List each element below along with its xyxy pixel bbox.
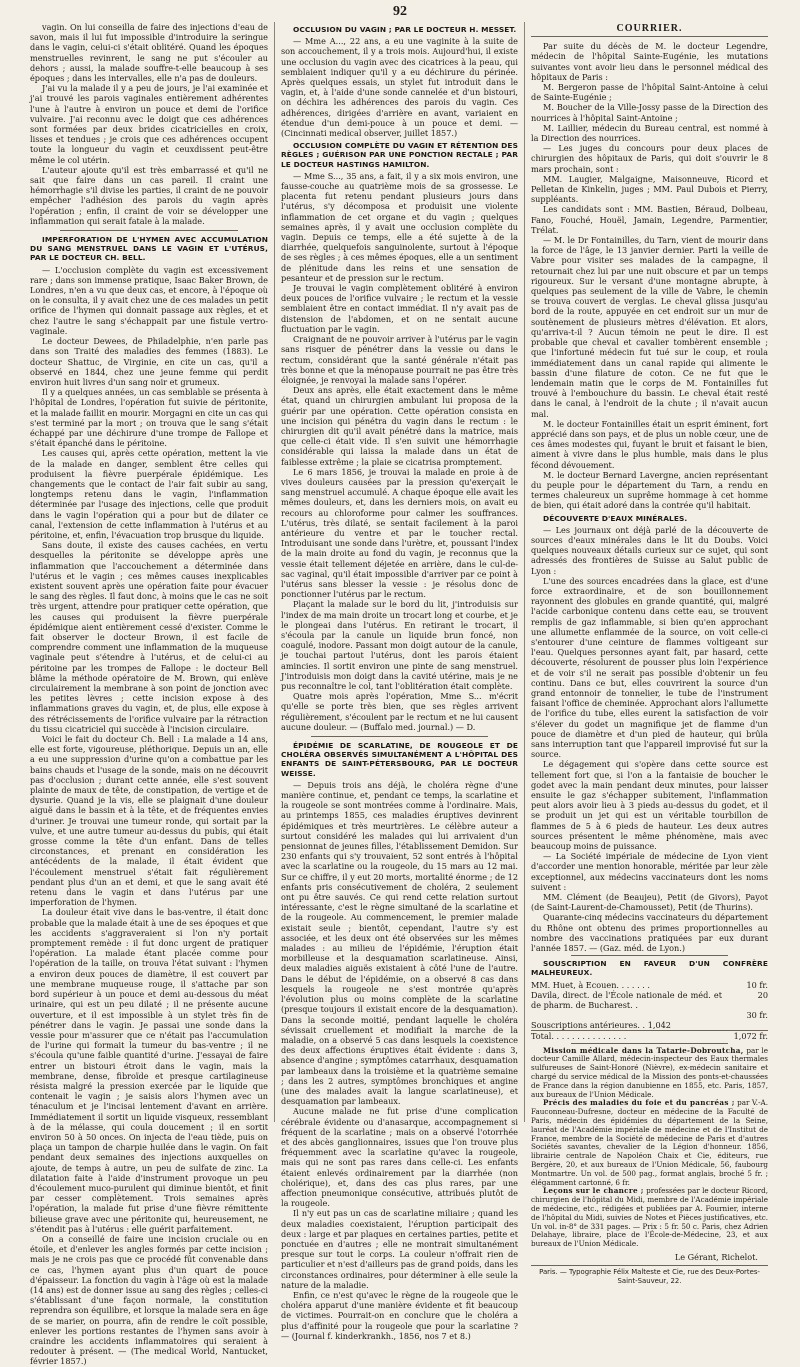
- paragraph: — Mme S..., 35 ans, a fait, il y a six mois environ, une fausse-couche au quatrième mois de sa grossesse. Le placenta fut retenu pendant plusieurs jours dans l'utérus, s'y décomposa et produisit une violente inflammation de cet organe et du vagin ; quelques semaines après, il y avait une occlusion complète du vagin. Depuis ce temps, elle a été sujette à de la diarrhée, quelquefois sanguinolente, surtout à l'époque de ses règles ; à ces mêmes époques, elle a un sentiment de plénitude dans les reins et une sensation de pesanteur et de pression sur le rectum.: [281, 170, 518, 283]
- book-notice: [531, 1187, 768, 1249]
- subscription-label: Total. . . . . . . . . . . . . . .: [531, 1030, 627, 1041]
- book-notice-title: Leçons sur le chancre ;: [543, 1186, 644, 1196]
- paragraph: On a conseillé de faire une incision cruciale ou en étoile, et d'enlever les angles formés par cette incision ; mais je ne crois pas que ce procédé fût convenable dans ce cas, l'hymen ayant plus d'un quart de pouce d'épaisseur. La fonction du vagin à l'âge où est la malade (14 ans) est de donner issue au sang des règles ; celles-ci s'établissant d'une façon normale, la constitution reprendra son équilibre, et lorsque la malade sera en âge de se marier, on pourra, afin de rendre le coït possible, enlever les portions restantes de l'hymen sans avoir à craindre les accidents inflammatoires qui seraient à redouter à présent. — (The medical World, Nantucket, février 1857.): [30, 1233, 268, 1367]
- paragraph: Deux ans après, elle était exactement dans le même état, quand un chirurgien ambulant lui proposa de la guérir par une opération. Cette opération consista en une incision qui pénétra du vagin dans le rectum : le chirurgien dit qu'il avait pénétré dans la matrice, mais que celle-ci était vide. Il s'en suivit une hémorrhagie considérable qui laissa la malade dans un état de faiblesse extrême ; la plaie se cicatrisa promptement.: [281, 385, 518, 467]
- gerant-signature: Le Gérant, Richelot.: [674, 1252, 758, 1263]
- subscription-amount: 1,072 fr.: [733, 1030, 768, 1041]
- book-notice-title: Précis des maladies du foie et du pancréas ;: [543, 1098, 735, 1108]
- news-item: Par suite du décès de M. le docteur Legendre, médecin de l'hôpital Sainte-Eugénie, les mutations suivantes vont avoir lieu dans le personnel médical des hôpitaux de Paris :: [531, 41, 768, 82]
- paragraph: Le 6 mars 1856, je trouvai la malade en proie à de vives douleurs causées par la pression qu'exerçait le sang menstruel accumulé. A chaque époque elle avait les mêmes douleurs, et, dans les derniers mois, on avait eu recours au chloroforme pour calmer les souffrances. L'utérus, très dilaté, se sentait facilement à la paroi antérieure du ventre et par le toucher rectal. Introduisant une sonde dans l'urètre, et, poussant l'index de la main droite au fond du vagin, je reconnus que la vessie était tellement déjetée en arrière, dans le cul-de-sac vaginal, qu'il était impossible d'arriver par ce point à l'utérus sans blesser la vessie : je résolus donc de ponctionner l'utérus par le rectum.: [281, 466, 518, 600]
- news-item: M. Boucher de la Ville-Jossy passe de la Direction des nourrices à l'hôpital Saint-Antoine ;: [531, 102, 768, 123]
- news-item: M. le docteur Fontainilles était un esprit éminent, fort apprécié dans son pays, et de plus un noble cœur, une de ces âmes modestes qui, fuyant le bruit et faisant le bien, aiment à vivre dans le plus humble, mais dans le plus fécond dévouement.: [531, 418, 768, 470]
- subscription-table: [531, 980, 768, 1041]
- paragraph: Voici le fait du docteur Ch. Bell : La malade a 14 ans, elle est forte, vigoureuse, pléthorique. Depuis un an, elle a eu une suppression d'urine qu'on a combattue par les bains chauds et l'usage de la sonde, mais on ne découvrit pas d'occlusion ; durant cette année, elle s'est souvent plainte de maux de tête, de constipation, de vertige et de dysurie. Quand je la vis, elle se plaignait d'une douleur aiguë dans le bassin et à la tête, et de fréquentes envies d'uriner. Je trouvai une tumeur ronde, qui sortait par la vulve, et une autre tumeur au-dessus du pubis, qui était grosse comme la tête d'un enfant. Dans de telles circonstances, et prenant en considération les antécédents de la malade, il était évident que l'écoulement menstruel s'était fait régulièrement pendant plus d'un an et demi, et que le sang avait été retenu dans le vagin et dans l'utérus par une imperforation de l'hymen.: [30, 734, 268, 908]
- paragraph: — Depuis trois ans déjà, le choléra règne d'une manière continue, et, pendant ce temps, la scarlatine et la rougeole se sont montrées comme à l'ordinaire. Mais, au printemps 1855, ces maladies éruptives devinrent épidémiques et très meurtrières. Le célèbre auteur a surtout considéré les malades qui lui arrivaient d'un pensionnat de jeunes filles, l'établissement Demidon. Sur 230 enfants qui s'y trouvaient, 52 sont entrés à l'hôpital avec la scarlatine ou la rougeole, du 15 mars au 12 mai. Sur ce chiffre, il y eut 20 morts, mortalité énorme ; de 12 enfants pris consécutivement de choléra, 2 seulement ont pu être sauvés. Ce qui rend cette relation surtout intéressante, c'est le règne simultané de la scarlatine et de la rougeole. Au commencement, le premier malade existait seule ; bientôt, cependant, l'autre s'y est associée, et les deux ont été observées sur les mêmes malades : au milieu de l'épidémie, l'éruption était morbilleuse et la desquamation scarlatineuse. Ainsi, deux maladies aiguës existaient à côté l'une de l'autre. Dans le début de l'épidémie, on a observé 8 cas dans lesquels la rougeole ne s'est montrée qu'après l'évolution plus ou moins complète de la scarlatine (presque toujours il existait encore de la desquamation). Dans la seconde moitié, pendant laquelle le choléra sévissait cruellement et modifiait la marche de la maladie, on a observé 5 cas dans lesquels la coexistence des deux affections éruptives était évidente : dans 3, absence d'angine ; symptômes catarrhaux, desquamation par lambeaux dans la troisième et la quatrième semaine ; dans les 2 autres, symptômes bronchiques et angine (une des malades avait la langue scarlatineuse), et desquamation par lambeaux.: [281, 779, 518, 1107]
- subscription-amount: 20: [757, 989, 768, 1000]
- subscription-label: Souscriptions antérieures. . 1,042: [531, 1019, 671, 1030]
- news-item: MM. Clément (de Beaujeu), Petit (de Givors), Payot (de Saint-Laurent-de-Chamousset), Petit (de Thurins).: [531, 892, 768, 913]
- paragraph: Il y a quelques années, un cas semblable se présenta à l'hôpital de Londres, l'opération fut suivie de péritonite, et la malade faillit en mourir. Morgagni en cite un cas qui s'est terminé par la mort ; on trouva que le sang s'était échappé par une déchirure d'une trompe de Fallope et s'était épanché dans le péritoine.: [30, 387, 269, 449]
- subscription-label: MM. Huet, à Ecouen. . . . . . .: [531, 979, 651, 990]
- paragraph: Enfin, ce n'est qu'avec le règne de la rougeole que le choléra apparut d'une manière évidente et fit beaucoup de victimes. Pourrait-on en conclure que le choléra a plus d'affinité pour la rougeole que pour la scarlatine ? — (Journal f. kinderkrankh., 1856, nos 7 et 8.): [281, 1289, 518, 1341]
- column-2: [274, 22, 524, 1341]
- paragraph: Il n'y eut pas un cas de scarlatine miliaire ; quand les deux maladies coexistaient, l'éruption participait des deux : large et par plaques en certaines parties, petite et ponctuée en d'autres ; elle ne montrait simultanément presque sur tout le corps. La couleur n'offrait rien de particulier et n'est d'ailleurs pas de grand poids, dans les circonstances ordinaires, pour déterminer à elle seule la nature de la maladie.: [281, 1208, 518, 1290]
- paragraph: Les causes qui, après cette opération, mettent la vie de la malade en danger, semblent être celles qui produisent la fièvre puerpérale épidémique. Les changements que le contact de l'air fait subir au sang, longtemps retenu dans le vagin, l'inflammation déterminée par l'usage des injections, celle que produit dans le vagin l'opération qui a pour but de dilater ce canal, l'extension de cette inflammation à l'utérus et au péritoine, et, enfin, l'évacuation trop brusque du liquide.: [30, 448, 268, 540]
- article-heading: ÉPIDÉMIE DE SCARLATINE, DE ROUGEOLE ET DE CHOLÉRA OBSERVÉS SIMULTANÉMENT A L'HÔPITAL DES ENFANTS DE SAINT-PÉTERSBOURG, PAR LE DOCTEUR WEISSE.: [281, 741, 518, 778]
- paragraph: La douleur était vive dans le bas-ventre, il était donc probable que la malade était à une de ses époques et que les accidents s'aggraveraient si l'on n'y portait promptement remède : il fut donc urgent de pratiquer l'opération. La malade étant placée comme pour l'opération de la taille, on trouva l'état suivant : l'hymen a environ deux pouces de diamètre, il est couvert par une membrane muqueuse rouge, il s'attache par son bord supérieur à un pouce et demi au-dessous du méat urinaire, qui est un peu dilaté ; il ne présente aucune ouverture, et il est impossible à un stylet très fin de pénétrer dans le vagin. Je passai une sonde dans la vessie pour m'assurer que ce n'était pas l'accumulation de l'urine qui formait la tumeur du bas-ventre ; il ne s'écoula qu'une faible quantité d'urine. J'essayai de faire entrer un bistouri étroit dans le vagin, mais la membrane, dense, fibroïde et presque cartilagineuse résista malgré la pression exercée par le liquide que contenait le vagin ; je saisis alors l'hymen avec un ténaculum et je l'incisai lentement d'avant en arrière. Immédiatement il sortit un liquide visqueux, ressemblant à de la mélasse, qui coula doucement ; il en sortit environ 50 à 50 onces. On injecta de l'eau tiède, puis on plaça un tampon de charpie huilée dans le vagin. On fait pendant deux semaines des injections auxquelles on ajoute, de temps à autre, un peu de sulfate de zinc. La dilatation faite à l'aide d'instrument provoque un peu d'écoulement muco-purulent qui diminue bientôt, et finit par cesser complètement. Trois semaines après l'opération, la malade fut prise d'une fièvre rémittente bilieuse grave avec une péritonite qui, heureusement, ne s'étendit pas à l'utérus : elle guérit parfaitement.: [30, 907, 268, 1234]
- book-notice-body: par le docteur Camille Allard, médecin-inspecteur des Eaux thermales sulfureuses de Saint-Honoré (Nièvre), ex-médecin sanitaire et chargé du service médical de la Mission des ponts-et-chaussées de France dans la région danubienne en 1855, etc. Paris, 1857, aux bureaux de l'Union Médicale.: [531, 1045, 768, 1099]
- paragraph: Sans doute, il existe des causes cachées, en vertu desquelles la péritonite se développe après une inflammation que l'accouchement a déterminée dans l'utérus et le vagin ; ces mêmes causes inexplicables existent souvent après une opération faite pour évacuer le sang des règles. Il faut donc, à moins que le cas ne soit très urgent, attendre pour pratiquer cette opération, que les causes qui produisent la fièvre puerpérale épidémique aient entièrement cessé d'exister. Comme le fait observer le docteur Brown, il est facile de comprendre comment une inflammation de la muqueuse vaginale peut s'étendre à l'utérus, et de celui-ci au péritoine par les trompes de Fallope : le docteur Bell blâme la méthode opératoire de M. Brown, qui enlève circulairement la membrane à son point de jonction avec les petites lèvres ; cette incision expose à des inflammations graves du vagin, et, de plus, elle expose à des rétrécissements de l'orifice vulvaire par la rétraction du tissu cicatriciel qui succède à l'incision circulaire.: [30, 540, 268, 734]
- printer-imprint: Paris. — Typographie Félix Malteste et Cie, rue des Deux-Portes-Saint-Sauveur, 22.: [531, 1265, 768, 1286]
- article-columns: [24, 22, 776, 1367]
- table-row: [531, 1010, 768, 1020]
- paragraph: Le docteur Dewees, de Philadelphie, n'en parle pas dans son Traité des maladies des femmes (1883). Le docteur Shattuc, de Virginie, en cite un cas, qu'il a observé en 1844, chez une jeune femme qui perdit environ huit livres d'un sang noir et grumeux.: [30, 336, 268, 387]
- column-1: [24, 22, 274, 1367]
- subscription-label: [531, 1010, 722, 1020]
- news-item: — M. le Dr Fontainilles, du Tarn, vient de mourir dans la force de l'âge, le 13 janvier dernier. Parti la veille de Vabre pour visiter ses malades de la campagne, il retournait chez lui par une nuit obscure et par un temps rigoureux. Sur le versant d'une montagne abrupte, à quelques pas seulement de la ville de Vabre, le chemin se trouva couvert de verglas. Le cheval glissa jusqu'au bord de la route, appuyée en cet endroit sur un mur de soutènement de plusieurs mètres d'élévation. Et alors, qu'arriva-t-il ? Aucun témoin ne peut le dire. Il est probable que cheval et cavalier tombèrent ensemble ; que l'infortuné médecin fut tué sur le coup, et roula immédiatement dans un canal rapide qui alimente le bassin d'une filature de coton. Ce ne fut que le lendemain matin que le corps de M. Fontainilles fut trouvé à l'embouchure du bassin. Le cheval était resté dans le canal, à l'endroit de la chute ; il n'avait aucun mal.: [531, 235, 768, 419]
- subscription-label: Davila, direct. de l'École nationale de méd. et de pharm. de Bucharest. .: [531, 989, 722, 1010]
- table-row: [531, 1020, 768, 1031]
- news-item: L'une des sources encadrées dans la glace, est d'une force extraordinaire, et de son bouillonnement rayonnent des globules en grande quantité, qui, malgré l'acide carbonique contenu dans cette eau, se trouvent remplis de gaz inflammable, si bien qu'en approchant une allumette enflammée de la source, on voit celle-ci s'entourer d'une ceinture de flammes voltigeant sur l'eau. Quelques personnes ayant fait, par hasard, cette découverte, résolurent de pousser plus loin l'expérience et de voir s'il ne serait pas possible d'obtenir un feu continu. Dans ce but, elles couvrirent la source d'un grand entonnoir de tonnelier, le tube de l'instrument faisant l'office de cheminée. Approchant alors l'allumette de l'orifice du tube, elles eurent la satisfaction de voir s'élever du godet un magnifique jet de flamme d'un pouce de diamètre et d'un pied de hauteur, qui brûla sans interruption tant que l'appareil improvisé fut sur la source.: [531, 575, 768, 760]
- book-notices: [531, 1047, 768, 1249]
- article-heading: OCCLUSION DU VAGIN ; PAR LE DOCTEUR H. MESSET.: [293, 25, 517, 34]
- subscription-amount: 10 fr.: [746, 979, 768, 990]
- paragraph: Aucune malade ne fut prise d'une complication cérébrale évidente ou d'anasarque, accompagnement si fréquent de la scarlatine ; mais on a observé l'otorrhée et des abcès ganglionnaires, issues que l'on trouve plus fréquemment avec la scarlatine qu'avec la rougeole, mais qui ne sont pas rares dans celle-ci. Les enfants étaient enlevés ordinairement par la diarrhée (non cholérique), et, dans des cas plus rares, par une affection pneumonique consécutive, attribués plutôt de la rougeole.: [281, 1106, 518, 1209]
- paragraph: vagin. On lui conseilla de faire des injections d'eau de savon, mais il lui fut impossible d'introduire la seringue dans le vagin, celui-ci s'était oblitéré. Quand les époques menstruelles revinrent, le sang ne put s'écouler au dehors ; aussi, la malade souffre-t-elle beaucoup à ses époques ; dans les intervalles, elle n'a pas de douleurs.: [30, 22, 268, 84]
- news-item: Les candidats sont : MM. Bastien, Béraud, Dolbeau, Fano, Fouché, Houël, Jamain, Legendre, Parmentier, Trélat.: [531, 204, 768, 235]
- paragraph: Plaçant la malade sur le bord du lit, j'introduisis sur l'index de ma main droite un trocart long et courbe, et je le plongeai dans l'utérus. En retirant le trocart, il s'écoula par la canule un liquide brun foncé, non coagulé, inodore. Passant mon doigt autour de la canule, je touchai partout l'utérus, dont les parois étaient amincies. Il sortit environ une pinte de sang menstruel. J'introduisis mon doigt dans la cavité utérine, mais je ne pus reconnaître le col, tant l'oblitération était complète.: [281, 599, 518, 691]
- divider: [60, 230, 238, 231]
- divider: [571, 955, 728, 956]
- section-heading: SOUSCRIPTION EN FAVEUR D'UN CONFRÈRE MALHEUREUX.: [531, 959, 768, 978]
- book-notice-body: par V.-A. Fauconneau-Dufresne, docteur en médecine de la Faculté de Paris, médecin des épidémies du département de la Seine, lauréat de l'Académie impériale de médecine et de l'Institut de France, membre de la Société de médecine de Paris et d'autres Sociétés savantes, chevalier de la Légion d'honneur. 1856, librairie centrale de Napoléon Chaix et Cie, éditeurs, rue Bergère, 20, et aux bureaux de l'Union Médicale, 56, faubourg Montmartre. Un vol. de 500 pag., format anglais, broché 5 fr. ; élégamment cartonné, 6 fr.: [531, 1098, 768, 1187]
- news-item: — La Société impériale de médecine de Lyon vient d'accorder une mention honorable, méritée par leur zèle exceptionnel, aux médecins vaccinateurs dont les noms suivent :: [531, 851, 768, 892]
- subscription-amount: 30 fr.: [746, 1009, 768, 1020]
- news-item: Le dégagement qui s'opère dans cette source est tellement fort que, si l'on a la fantaisie de boucher le godet avec la main pendant deux minutes, pour laisser ensuite le gaz s'échapper subitement, l'inflammation peut alors avoir lieu à 3 pieds au-dessus du godet, et il se produit un jet qui est un véritable tourbillon de flammes de 5 à 6 pieds de hauteur. Les deux autres sources présentent le même phénomène, mais avec beaucoup moins de puissance.: [531, 759, 768, 852]
- paragraph: Quatre mois après l'opération, Mme S... m'écrit qu'elle se porte très bien, que ses règles arrivent régulièrement, s'écoulent par le rectum et ne lui causent aucune douleur. — (Buffalo med. journal.) — D.: [281, 691, 518, 732]
- paragraph: — L'occlusion complète du vagin est excessivement rare ; dans son immense pratique, Isaac Baker Brown, de Londres, n'en a vu que deux cas, et encore, à l'époque où on le consulta, il y avait chez une de ces malades un petit orifice de l'hymen qui donnait passage aux règles, et et chez l'autre le sang s'échappait par une fistule vertro-vaginale.: [30, 264, 268, 336]
- news-item: Quarante-cinq médecins vaccinateurs du département du Rhône ont obtenu des primes proportionnelles au nombre des vaccinations pratiquées par eux durant l'année 1857. — (Gaz. méd. de Lyon.): [531, 912, 768, 954]
- news-item: M. le docteur Bernard Lavergne, ancien représentant du peuple pour le département du Tarn, a rendu en termes chaleureux un suprême hommage à cet homme de bien, qui était adoré dans la contrée qu'il habitait.: [531, 469, 768, 511]
- paragraph: Je trouvai le vagin complètement oblitéré à environ deux pouces de l'orifice vulvaire ; le rectum et la vessie semblaient être en contact immédiat. Il n'y avait pas de distension de l'abdomen, et on ne sentait aucune fluctuation par le vagin.: [281, 283, 518, 334]
- article-heading: IMPERFORATION DE L'HYMEN AVEC ACCUMULATION DU SANG MENSTRUEL DANS LE VAGIN ET L'UTÉRUS, PAR LE DOCTEUR CH. BELL.: [30, 235, 268, 263]
- book-notice-title: Mission médicale dans la Tatarie-Dobroutcha,: [543, 1045, 744, 1055]
- news-item: — Les juges du concours pour deux places de chirurgien des hôpitaux de Paris, qui doit s'ouvrir le 8 mars prochain, sont :: [531, 143, 768, 174]
- table-row-total: [531, 1030, 768, 1041]
- paragraph: J'ai vu la malade il y a peu de jours, je l'ai examinée et j'ai trouvé les parois vaginales entièrement adhérentes l'une à l'autre à environ un pouce et demi de l'orifice vulvaire. J'ai reconnu avec le doigt que ces adhérences sont formées par deux brides cicatricielles en croix, lisses et tendues ; je crois que ces adhérences occupent toute la longueur du vagin et ceuxdissent peut-être même le col utérin.: [30, 83, 268, 165]
- page-number: 92: [393, 4, 407, 19]
- book-notice-body: professées par le docteur Ricord, chirurgien de l'hôpital du Midi, membre de l'Académie impériale de médecine, etc., rédigées et publiées par A. Fournier, interne de l'hôpital du Midi, suivies de Notes et Pièces justificatives, etc. Un vol. in-8° de 331 pages. — Prix : 5 fr. 50 c. Paris, chez Adrien Delahaye, libraire, place de l'École-de-Médecine, 23, et aux bureaux de l'Union Médicale.: [531, 1186, 768, 1249]
- paragraph: — Mme A..., 22 ans, a eu une vaginite à la suite de son accouchement, il y a trois mois. Aujourd'hui, il existe une occlusion du vagin avec des cicatrices à la peau, qui semblaient indiquer qu'il y a eu déchirure du périnée. Après quelques essais, un stylet fut introduit dans le vagin, et, à l'aide d'une sonde cannelée et d'un bistouri, on déchira les adhérences des parois du vagin. Ces adhérences, dirigées d'arrière en avant, variaient en étendue d'un demi-pouce à un pouce et demi. — (Cincinnati medical observer, juillet 1857.): [281, 36, 518, 139]
- section-heading: DÉCOUVERTE D'EAUX MINÉRALES.: [543, 513, 688, 523]
- subscription-amount: [722, 1020, 768, 1031]
- book-notice: [531, 1047, 768, 1100]
- news-item: MM. Laugier, Malgaigne, Maisonneuve, Ricord et Pelletan de Kinkelin, juges ; MM. Paul Dubois et Pierry, suppléants.: [531, 173, 768, 205]
- article-heading: OCCLUSION COMPLÈTE DU VAGIN ET RÉTENTION DES RÈGLES ; GUÉRISON PAR UNE PONCTION RECTALE ; PAR LE DOCTEUR HASTINGS HAMILTON.: [281, 141, 518, 169]
- divider: [311, 736, 488, 737]
- table-row: [531, 980, 768, 990]
- section-title: COURRIER.: [531, 24, 768, 37]
- news-item: — Les journaux ont déjà parlé de la découverte de sources d'eaux minérales dans le lit du Doubs. Voici quelques nouveaux détails curieux sur ce sujet, qui sont adressés des frontières de Suisse au Salut public de Lyon :: [531, 524, 768, 576]
- paragraph: Craignant de ne pouvoir arriver à l'utérus par le vagin sans risquer de pénétrer dans la vessie ou dans le rectum, considérant que la santé générale n'était pas très bonne et que la ménopause pourrait ne pas être très éloignée, je renvoyai la malade sans l'opérer.: [281, 334, 518, 385]
- column-3: [524, 22, 774, 1286]
- book-notice: [531, 1099, 768, 1187]
- news-item: M. Laillier, médecin du Bureau central, est nommé à la Direction des nourrices.: [531, 122, 768, 144]
- paragraph: L'auteur ajoute qu'il est très embarrassé et qu'il ne sait que faire dans un cas pareil. Il craint une hémorrhagie s'il divise les parties, il craint de ne pouvoir empêcher l'adhésion des parois du vagin après l'opération ; enfin, il craint de voir se développer une inflammation qui serait fatale à la malade.: [30, 164, 268, 226]
- divider: [571, 1043, 728, 1044]
- table-row: [531, 990, 768, 1010]
- news-item: M. Bergeron passe de l'hôpital Saint-Antoine à celui de Sainte-Eugénie ;: [531, 82, 768, 103]
